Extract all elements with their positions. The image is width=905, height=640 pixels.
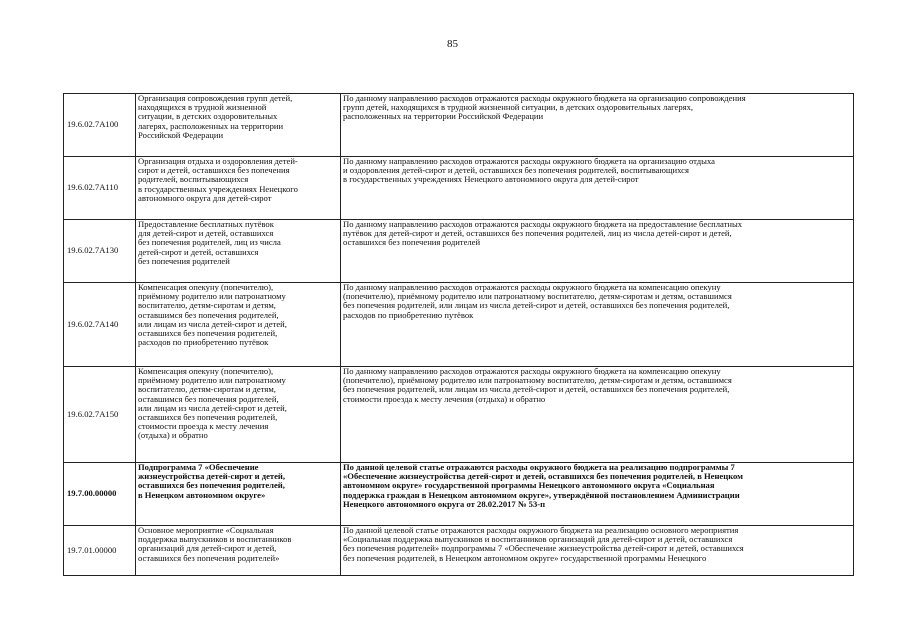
expense-description-line: без попечения родителей, или лицам из числа детей-сирот и детей, оставшихся без попечения родителей,: [343, 384, 730, 395]
expense-description-line: «Социальная поддержка выпускников и воспитанников организаций для детей-сирот и детей, оставшихся: [343, 534, 733, 545]
table-row: [64, 367, 854, 463]
expense-name-line: оставшихся без попечения родителей,: [138, 412, 278, 423]
expense-name-line: приёмному родителю или патронатному: [138, 375, 286, 386]
expense-description: [341, 526, 854, 576]
expense-name-line: жизнеустройства детей-сирот и детей,: [138, 471, 286, 482]
expense-name: [136, 463, 341, 526]
expense-description: [341, 367, 854, 463]
expense-name-line: или лицам из числа детей-сирот и детей,: [138, 318, 287, 329]
expense-description-line: без попечения родителей, в Ненецком автономном округе» государственной программы Ненецкого: [343, 552, 707, 563]
expense-name-line: организаций для детей-сирот и детей,: [138, 543, 277, 554]
expense-name-line: детей-сирот и детей, оставшихся: [138, 246, 259, 257]
expense-name: [136, 283, 341, 367]
expense-description: [341, 220, 854, 283]
expense-name-line: стоимости проезда к месту лечения: [138, 421, 269, 432]
expense-name-line: Предоставление бесплатных путёвок: [138, 219, 274, 229]
expense-description-line: «Обеспечение жизнеустройства детей-сирот и детей, оставшихся без попечения родителей, в Ненецком: [343, 471, 744, 482]
expense-name-line: воспитателю, детям-сиротам и детям,: [138, 300, 276, 311]
expense-name-line: родителей, воспитывающихся: [138, 174, 249, 185]
expense-name-line: Компенсация опекуну (попечителю),: [138, 282, 274, 292]
expense-name-line: Организация отдыха и оздоровления детей-: [138, 156, 298, 166]
expense-description-line: стоимости проезда к месту лечения (отдыха) и обратно: [343, 393, 546, 404]
table-row: [64, 157, 854, 220]
expense-description-line: групп детей, находящихся в трудной жизненной ситуации, в детских оздоровительных лагерях,: [343, 102, 694, 113]
expense-description-line: Ненецкого автономного округа от 28.02.2017 № 53-п: [343, 498, 546, 509]
expense-description: [341, 463, 854, 526]
expense-description-line: По данному направлению расходов отражаются расходы окружного бюджета на компенсацию опекуну: [343, 282, 721, 292]
budget-classification-table: [63, 93, 854, 576]
expense-description-line: (попечителю), приёмному родителю или патронатному воспитателю, детям-сиротам и детям, оставшимся: [343, 375, 732, 386]
expense-name-line: Организация сопровождения групп детей,: [138, 93, 293, 103]
expense-description-line: без попечения родителей» подпрограммы 7 «Обеспечение жизнеустройства детей-сирот и детей, оставшихся: [343, 543, 744, 554]
expense-description-line: (попечителю), приёмному родителю или патронатному воспитателю, детям-сиротам и детям, оставшимся: [343, 291, 732, 302]
expense-name-line: находящихся в трудной жизненной: [138, 102, 267, 113]
table-row: [64, 463, 854, 526]
expense-name-line: оставшихся без попечения родителей,: [138, 480, 285, 491]
expense-description: [341, 94, 854, 157]
target-article-code: 19.6.02.7A110: [64, 157, 136, 220]
expense-description-line: По данному направлению расходов отражаются расходы окружного бюджета на компенсацию опекуну: [343, 366, 721, 376]
table-row: [64, 526, 854, 576]
expense-name-line: без попечения родителей: [138, 255, 230, 266]
expense-name-line: Компенсация опекуну (попечителю),: [138, 366, 274, 376]
expense-name-line: без попечения родителей, лиц из числа: [138, 237, 281, 248]
expense-description-line: По данному направлению расходов отражаются расходы окружного бюджета на организацию сопровождения: [343, 93, 746, 103]
expense-name-line: оставшихся без попечения родителей,: [138, 328, 278, 339]
expense-name-line: Основное мероприятие «Социальная: [138, 525, 274, 535]
expense-name-line: воспитателю, детям-сиротам и детям,: [138, 384, 276, 395]
target-article-code: 19.6.02.7A100: [64, 94, 136, 157]
expense-name-line: расходов по приобретению путёвок: [138, 337, 269, 348]
expense-description-line: поддержка граждан в Ненецком автономном округе», утверждённой постановлением Администрации: [343, 489, 740, 500]
expense-name-line: в Ненецком автономном округе»: [138, 489, 266, 500]
expense-name: [136, 220, 341, 283]
target-article-code: 19.6.02.7A150: [64, 367, 136, 463]
target-article-code: 19.6.02.7A140: [64, 283, 136, 367]
expense-description-line: По данному направлению расходов отражаются расходы окружного бюджета на организацию отдыха: [343, 156, 715, 166]
expense-name-line: ситуации, в детских оздоровительных: [138, 111, 278, 122]
expense-name-line: автономного округа для детей-сирот: [138, 192, 272, 203]
expense-description-line: По данной целевой статье отражаются расходы окружного бюджета на реализацию основного мероприятия: [343, 525, 739, 535]
table-row: [64, 94, 854, 157]
expense-name-line: для детей-сирот и детей, оставшихся: [138, 228, 274, 239]
expense-description-line: По данному направлению расходов отражаются расходы окружного бюджета на предоставление бесплатных: [343, 219, 743, 229]
expense-name: [136, 157, 341, 220]
expense-name-line: лагерях, расположенных на территории: [138, 120, 284, 131]
expense-description-line: расходов по приобретению путёвок: [343, 309, 474, 320]
expense-description-line: в государственных учреждениях Ненецкого автономного округа для детей-сирот: [343, 174, 639, 185]
expense-name-line: Подпрограмма 7 «Обеспечение: [138, 462, 259, 472]
expense-name-line: сирот и детей, оставшихся без попечения: [138, 165, 290, 176]
expense-description-line: и оздоровления детей-сирот и детей, оставшихся без попечения родителей, воспитывающихся: [343, 165, 689, 176]
expense-name-line: приёмному родителю или патронатному: [138, 291, 286, 302]
expense-name: [136, 526, 341, 576]
target-article-code: 19.7.01.00000: [64, 526, 136, 576]
table-row: [64, 220, 854, 283]
expense-name-line: (отдыха) и обратно: [138, 430, 208, 441]
expense-description: [341, 283, 854, 367]
expense-name: [136, 367, 341, 463]
expense-name-line: Российской Федерации: [138, 129, 224, 140]
target-article-code: 19.7.00.00000: [64, 463, 136, 526]
page-number: 85: [447, 38, 458, 50]
expense-name-line: в государственных учреждениях Ненецкого: [138, 183, 298, 194]
expense-name-line: поддержка выпускников и воспитанников: [138, 534, 292, 545]
expense-description-line: без попечения родителей, или лицам из числа детей-сирот и детей, оставшихся без попечения родителей,: [343, 300, 730, 311]
expense-name-line: оставшимся без попечения родителей,: [138, 309, 279, 320]
expense-description-line: путёвок для детей-сирот и детей, оставшихся без попечения родителей, лиц из числа детей-сирот и детей,: [343, 228, 732, 239]
expense-name-line: или лицам из числа детей-сирот и детей,: [138, 402, 287, 413]
expense-description-line: расположенных на территории Российской Федерации: [343, 111, 544, 122]
expense-description-line: По данной целевой статье отражаются расходы окружного бюджета на реализацию подпрограммы 7: [343, 462, 735, 472]
table-row: [64, 283, 854, 367]
expense-name-line: оставшихся без попечения родителей»: [138, 552, 280, 563]
expense-description-line: автономном округе» государственной программы Ненецкого автономного округа «Социальная: [343, 480, 715, 491]
expense-description: [341, 157, 854, 220]
expense-name: [136, 94, 341, 157]
expense-name-line: оставшимся без попечения родителей,: [138, 393, 279, 404]
target-article-code: 19.6.02.7A130: [64, 220, 136, 283]
expense-description-line: оставшихся без попечения родителей: [343, 237, 481, 248]
